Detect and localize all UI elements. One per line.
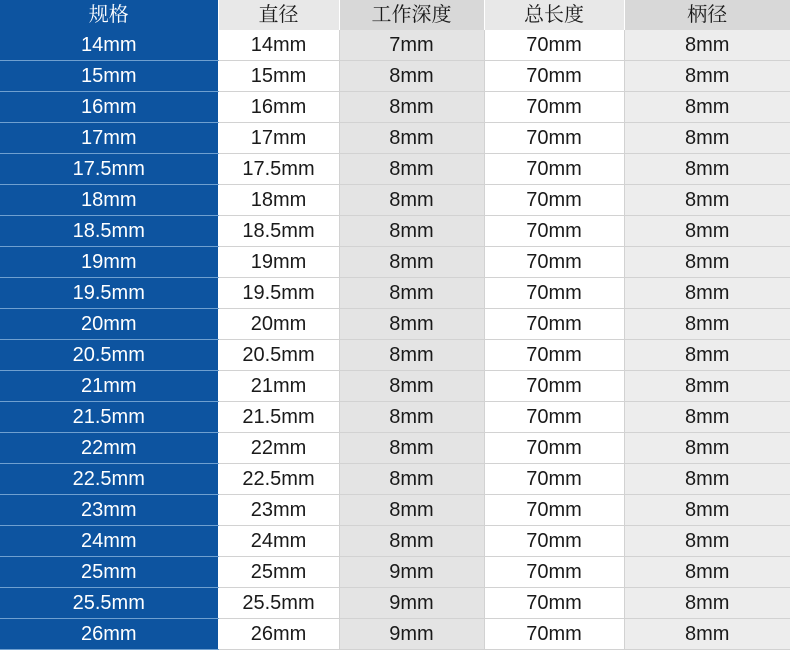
cell-shank-diameter: 8mm [624, 154, 790, 185]
cell-spec: 20.5mm [0, 340, 218, 371]
table-row [0, 433, 790, 464]
column-header-working-depth: 工作深度 [339, 0, 484, 30]
cell-working-depth: 7mm [339, 30, 484, 61]
cell-spec: 21.5mm [0, 402, 218, 433]
cell-working-depth: 8mm [339, 371, 484, 402]
cell-working-depth: 8mm [339, 123, 484, 154]
cell-spec: 14mm [0, 30, 218, 61]
cell-diameter: 25.5mm [218, 588, 339, 619]
cell-diameter: 25mm [218, 557, 339, 588]
cell-total-length: 70mm [484, 557, 624, 588]
cell-working-depth: 8mm [339, 61, 484, 92]
table-row [0, 619, 790, 650]
cell-shank-diameter: 8mm [624, 30, 790, 61]
table-row [0, 154, 790, 185]
cell-total-length: 70mm [484, 588, 624, 619]
cell-working-depth: 8mm [339, 464, 484, 495]
cell-spec: 25mm [0, 557, 218, 588]
cell-diameter: 17mm [218, 123, 339, 154]
cell-working-depth: 8mm [339, 247, 484, 278]
table-row [0, 588, 790, 619]
table-row [0, 557, 790, 588]
cell-spec: 22mm [0, 433, 218, 464]
cell-shank-diameter: 8mm [624, 92, 790, 123]
column-header-spec: 规格 [0, 0, 218, 30]
cell-total-length: 70mm [484, 92, 624, 123]
cell-total-length: 70mm [484, 30, 624, 61]
cell-total-length: 70mm [484, 247, 624, 278]
cell-spec: 23mm [0, 495, 218, 526]
cell-total-length: 70mm [484, 278, 624, 309]
cell-diameter: 26mm [218, 619, 339, 650]
table-row [0, 402, 790, 433]
cell-shank-diameter: 8mm [624, 371, 790, 402]
cell-diameter: 14mm [218, 30, 339, 61]
cell-diameter: 22.5mm [218, 464, 339, 495]
cell-diameter: 18mm [218, 185, 339, 216]
cell-spec: 24mm [0, 526, 218, 557]
cell-spec: 18mm [0, 185, 218, 216]
cell-total-length: 70mm [484, 402, 624, 433]
cell-shank-diameter: 8mm [624, 464, 790, 495]
cell-diameter: 19.5mm [218, 278, 339, 309]
cell-shank-diameter: 8mm [624, 526, 790, 557]
cell-spec: 18.5mm [0, 216, 218, 247]
cell-diameter: 20mm [218, 309, 339, 340]
cell-spec: 17mm [0, 123, 218, 154]
cell-total-length: 70mm [484, 619, 624, 650]
cell-shank-diameter: 8mm [624, 185, 790, 216]
cell-shank-diameter: 8mm [624, 216, 790, 247]
cell-spec: 17.5mm [0, 154, 218, 185]
cell-total-length: 70mm [484, 61, 624, 92]
cell-diameter: 21.5mm [218, 402, 339, 433]
cell-shank-diameter: 8mm [624, 433, 790, 464]
cell-shank-diameter: 8mm [624, 309, 790, 340]
cell-spec: 16mm [0, 92, 218, 123]
table-row [0, 92, 790, 123]
cell-working-depth: 8mm [339, 185, 484, 216]
cell-working-depth: 8mm [339, 495, 484, 526]
cell-total-length: 70mm [484, 309, 624, 340]
table-row [0, 247, 790, 278]
cell-shank-diameter: 8mm [624, 278, 790, 309]
cell-working-depth: 8mm [339, 154, 484, 185]
cell-diameter: 16mm [218, 92, 339, 123]
cell-shank-diameter: 8mm [624, 495, 790, 526]
cell-total-length: 70mm [484, 185, 624, 216]
cell-diameter: 18.5mm [218, 216, 339, 247]
cell-diameter: 23mm [218, 495, 339, 526]
cell-diameter: 24mm [218, 526, 339, 557]
table-row [0, 278, 790, 309]
table-row [0, 309, 790, 340]
table-row [0, 61, 790, 92]
table-row [0, 526, 790, 557]
cell-diameter: 19mm [218, 247, 339, 278]
table-body [0, 30, 790, 650]
column-header-diameter: 直径 [218, 0, 339, 30]
cell-shank-diameter: 8mm [624, 402, 790, 433]
table-row [0, 495, 790, 526]
cell-spec: 15mm [0, 61, 218, 92]
cell-spec: 26mm [0, 619, 218, 650]
cell-shank-diameter: 8mm [624, 123, 790, 154]
cell-working-depth: 9mm [339, 619, 484, 650]
table-row [0, 340, 790, 371]
cell-working-depth: 8mm [339, 92, 484, 123]
cell-total-length: 70mm [484, 216, 624, 247]
table-row [0, 464, 790, 495]
cell-shank-diameter: 8mm [624, 588, 790, 619]
cell-total-length: 70mm [484, 495, 624, 526]
cell-diameter: 15mm [218, 61, 339, 92]
cell-diameter: 21mm [218, 371, 339, 402]
table-row [0, 30, 790, 61]
cell-spec: 21mm [0, 371, 218, 402]
cell-shank-diameter: 8mm [624, 61, 790, 92]
cell-diameter: 20.5mm [218, 340, 339, 371]
cell-total-length: 70mm [484, 123, 624, 154]
cell-working-depth: 8mm [339, 526, 484, 557]
table-row [0, 123, 790, 154]
table-header-row [0, 0, 790, 30]
table-row [0, 185, 790, 216]
cell-shank-diameter: 8mm [624, 247, 790, 278]
cell-total-length: 70mm [484, 340, 624, 371]
cell-working-depth: 8mm [339, 278, 484, 309]
cell-total-length: 70mm [484, 154, 624, 185]
cell-total-length: 70mm [484, 464, 624, 495]
cell-total-length: 70mm [484, 433, 624, 464]
cell-spec: 20mm [0, 309, 218, 340]
column-header-shank-diameter: 柄径 [624, 0, 790, 30]
cell-working-depth: 8mm [339, 402, 484, 433]
cell-spec: 19.5mm [0, 278, 218, 309]
cell-spec: 22.5mm [0, 464, 218, 495]
cell-working-depth: 8mm [339, 216, 484, 247]
cell-shank-diameter: 8mm [624, 340, 790, 371]
cell-total-length: 70mm [484, 371, 624, 402]
cell-shank-diameter: 8mm [624, 557, 790, 588]
cell-diameter: 17.5mm [218, 154, 339, 185]
cell-diameter: 22mm [218, 433, 339, 464]
table-row [0, 216, 790, 247]
cell-working-depth: 8mm [339, 340, 484, 371]
cell-working-depth: 9mm [339, 588, 484, 619]
table-row [0, 371, 790, 402]
cell-total-length: 70mm [484, 526, 624, 557]
cell-working-depth: 8mm [339, 433, 484, 464]
cell-shank-diameter: 8mm [624, 619, 790, 650]
table-header [0, 0, 790, 30]
cell-working-depth: 8mm [339, 309, 484, 340]
cell-spec: 19mm [0, 247, 218, 278]
cell-working-depth: 9mm [339, 557, 484, 588]
column-header-total-length: 总长度 [484, 0, 624, 30]
cell-spec: 25.5mm [0, 588, 218, 619]
